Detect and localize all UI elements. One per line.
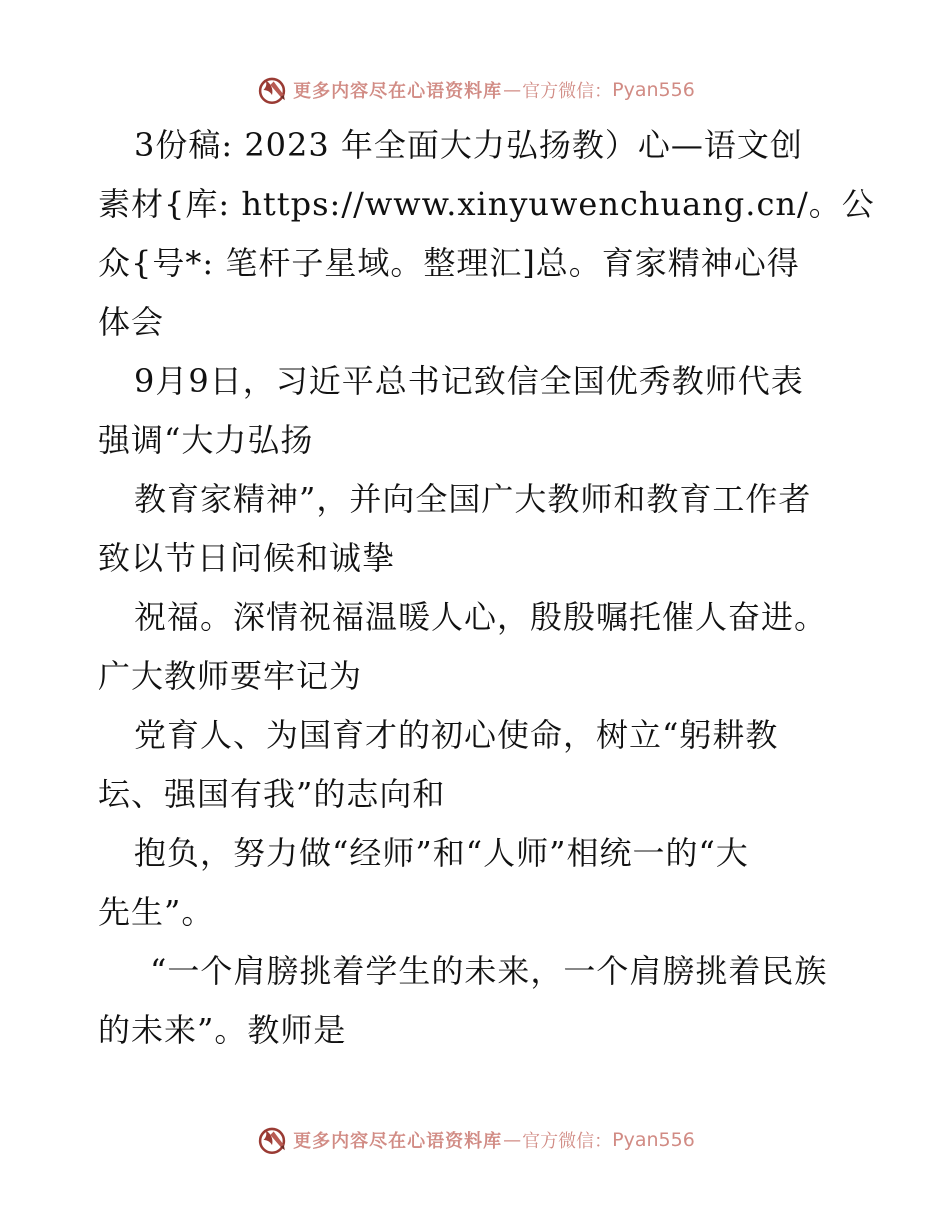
header-wechat-id: Pyan556: [612, 79, 695, 101]
body-line: 抱负，努力做“经师”和“人师”相统一的“大: [134, 834, 749, 872]
body-line: 强调“大力弘扬: [98, 421, 314, 459]
header-site-text: 更多内容尽在心语资料库: [293, 81, 503, 102]
document-body: [98, 116, 875, 1060]
header-separator: —: [503, 79, 522, 101]
body-line: 体会: [98, 303, 165, 341]
pen-flame-logo-icon: [255, 1123, 289, 1157]
body-line: 致以节日问候和诚挚: [98, 539, 396, 577]
body-line: 广大教师要牢记为: [98, 657, 363, 695]
body-line: 素材{库: https://www.xinyuwenchuang.cn/。公: [98, 185, 875, 223]
body-line: 先生”。: [98, 893, 215, 931]
body-line: “一个肩膀挑着学生的未来，一个肩膀挑着民族: [150, 952, 828, 990]
footer-separator: —: [503, 1129, 522, 1151]
body-line: 9月9日，习近平总书记致信全国优秀教师代表: [134, 362, 804, 400]
body-line: 党育人、为国育才的初心使命，树立“躬耕教: [134, 716, 779, 754]
header-banner: [0, 70, 950, 110]
footer-banner: [0, 1120, 950, 1160]
body-line: 众{号*: 笔杆子星域。整理汇]总。育家精神心得: [98, 244, 800, 282]
body-line: 3份稿: 2023 年全面大力弘扬教）心—语文创: [134, 126, 803, 164]
body-line: 的未来”。教师是: [98, 1011, 347, 1049]
body-line: 坛、强国有我”的志向和: [98, 775, 446, 813]
pen-flame-logo-icon: [255, 73, 289, 107]
body-line: 教育家精神”，并向全国广大教师和教育工作者: [134, 480, 812, 518]
header-wechat-label: 官方微信：: [522, 81, 613, 102]
footer-wechat-id: Pyan556: [612, 1129, 695, 1151]
footer-wechat-label: 官方微信：: [522, 1131, 613, 1152]
body-line: 祝福。深情祝福温暖人心，殷殷嘱托催人奋进。: [134, 598, 828, 636]
footer-site-text: 更多内容尽在心语资料库: [293, 1131, 503, 1152]
